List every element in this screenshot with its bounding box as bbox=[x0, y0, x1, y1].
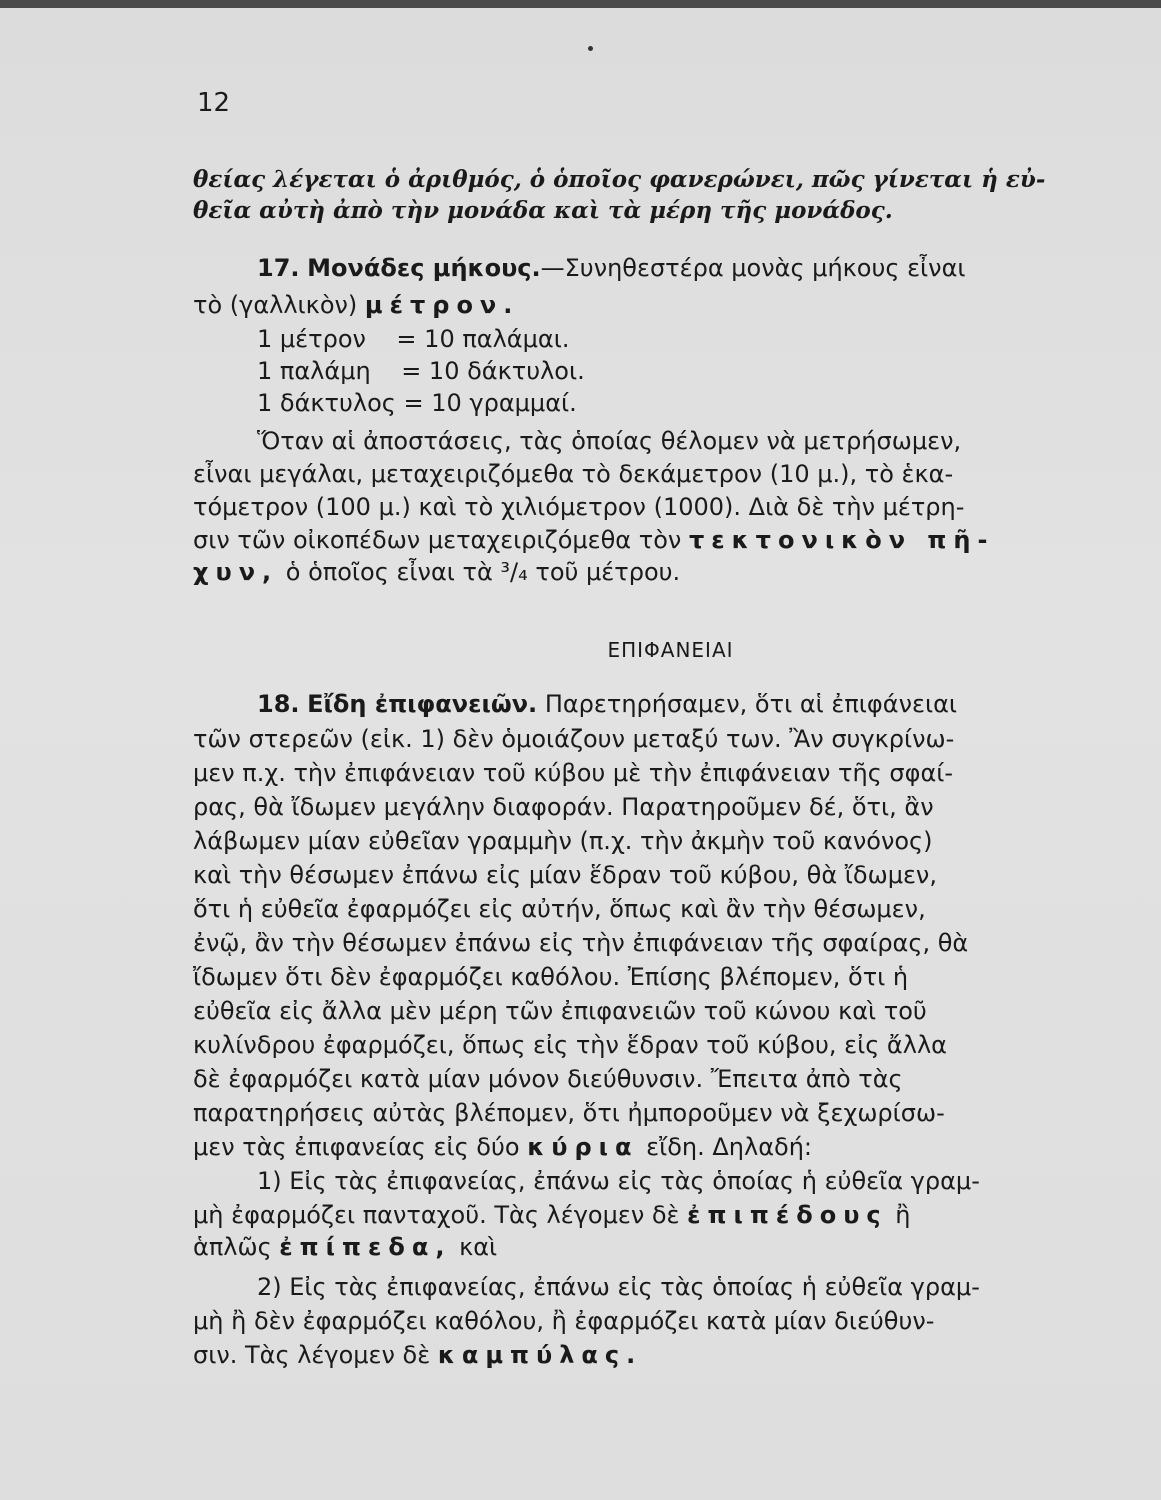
section-18-last-pre: μεν τὰς ἐπιφανείας εἰς δύο bbox=[193, 1133, 520, 1161]
section-18-line: εὐθεῖα εἰς ἄλλα μὲν μέρη τῶν ἐπιφανειῶν τοῦ κώνου καὶ τοῦ bbox=[193, 997, 927, 1025]
item-1-term-epipeda: ἐπίπεδα, bbox=[279, 1233, 452, 1261]
section-17-para-line-4 bbox=[193, 525, 994, 555]
section-18-last-post: εἴδη. Δηλαδή: bbox=[646, 1133, 813, 1161]
item-2-line-3 bbox=[193, 1340, 642, 1370]
section-18-title: Εἴδη ἐπιφανειῶν. bbox=[307, 690, 538, 718]
section-17-para-line-5 bbox=[193, 557, 680, 587]
section-heading: ΕΠΙΦΑΝΕΙΑΙ bbox=[607, 638, 734, 662]
unit-row-1: 1 μέτρον = 10 παλάμαι. bbox=[257, 325, 570, 353]
section-17-number: 17. bbox=[257, 254, 300, 282]
item-1-line-2 bbox=[193, 1200, 910, 1230]
item-1-line3-pre: ἁπλῶς bbox=[193, 1233, 272, 1261]
section-18-line1-rest: Παρετηρήσαμεν, ὅτι αἱ ἐπιφάνειαι bbox=[544, 690, 958, 718]
section-17-title: Μονάδες μήκους. bbox=[307, 254, 541, 282]
item-2-term-kampylas: καμπύλας. bbox=[437, 1341, 643, 1369]
item-2-line-1: 2) Εἰς τὰς ἐπιφανείας, ἐπάνω εἰς τὰς ὁποίας ἡ εὐθεῖα γραμ- bbox=[257, 1273, 980, 1301]
section-18-line: καὶ τὴν θέσωμεν ἐπάνω εἰς μίαν ἕδραν τοῦ κύβου, θὰ ἴδωμεν, bbox=[193, 861, 937, 889]
intro-line-1: θείας λέγεται ὁ ἀριθμός, ὁ ὁποῖος φανερώνει, πῶς γίνεται ἡ εὐ- bbox=[193, 166, 1046, 193]
section-17-para-line-3: τόμετρον (100 μ.) καὶ τὸ χιλιόμετρον (1000). Διὰ δὲ τὴν μέτρη- bbox=[193, 493, 965, 521]
section-17-para-line5-rest: ὁ ὁποῖος εἶναι τὰ ³/₄ τοῦ μέτρου. bbox=[285, 558, 681, 586]
item-1-line-3 bbox=[193, 1232, 497, 1262]
section-17-term-metron: μέτρον. bbox=[364, 291, 520, 319]
section-17-heading-line bbox=[257, 253, 966, 283]
section-17-para-line-2: εἶναι μεγάλαι, μεταχειριζόμεθα τὸ δεκάμετρον (10 μ.), τὸ ἑκα- bbox=[193, 460, 954, 488]
section-18-line: κυλίνδρου ἐφαρμόζει, ὅπως εἰς τὴν ἕδραν τοῦ κύβου, εἰς ἄλλα bbox=[193, 1031, 947, 1059]
unit-row-3: 1 δάκτυλος = 10 γραμμαί. bbox=[257, 389, 577, 417]
item-1-line-1: 1) Εἰς τὰς ἐπιφανείας, ἐπάνω εἰς τὰς ὁποίας ἡ εὐθεῖα γραμ- bbox=[257, 1167, 980, 1195]
section-17-line-2 bbox=[193, 290, 519, 320]
section-17-para-line-1: Ὅταν αἱ ἀποστάσεις, τὰς ὁποίας θέλομεν νὰ μετρήσωμεν, bbox=[257, 427, 962, 455]
section-18-line: ρας, θὰ ἴδωμεν μεγάλην διαφοράν. Παρατηροῦμεν δέ, ὅτι, ἂν bbox=[193, 793, 934, 821]
section-18-heading-line bbox=[257, 689, 957, 719]
section-17-line1-rest: —Συνηθεστέρα μονὰς μήκους εἶναι bbox=[540, 254, 966, 282]
item-1-term-epipedous: ἐπιπέδους bbox=[687, 1201, 888, 1229]
section-17-term-pichyn: χυν, bbox=[193, 558, 279, 586]
item-1-line2-post: ἢ bbox=[895, 1201, 911, 1229]
section-18-number: 18. bbox=[257, 690, 300, 718]
section-18-line: ἐνῷ, ἂν τὴν θέσωμεν ἐπάνω εἰς τὴν ἐπιφάνειαν τῆς σφαίρας, θὰ bbox=[193, 929, 969, 957]
item-1-line3-post: καὶ bbox=[459, 1233, 498, 1261]
section-18-line: δὲ ἐφαρμόζει κατὰ μίαν μόνον διεύθυνσιν. Ἔπειτα ἀπὸ τὰς bbox=[193, 1065, 903, 1093]
page-number: 12 bbox=[197, 88, 231, 118]
section-17-line2-pre: τὸ (γαλλικὸν) bbox=[193, 291, 358, 319]
item-2-line-2: μὴ ἢ δὲν ἐφαρμόζει καθόλου, ἢ ἐφαρμόζει κατὰ μίαν διεύθυν- bbox=[193, 1307, 935, 1335]
item-1-line2-pre: μὴ ἐφαρμόζει πανταχοῦ. Τὰς λέγομεν δὲ bbox=[193, 1201, 680, 1229]
unit-row-2: 1 παλάμη = 10 δάκτυλοι. bbox=[257, 357, 585, 385]
item-2-line3-pre: σιν. Τὰς λέγομεν δὲ bbox=[193, 1341, 431, 1369]
section-18-line: παρατηρήσεις αὐτὰς βλέπομεν, ὅτι ἠμποροῦμεν νὰ ξεχωρίσω- bbox=[193, 1099, 945, 1127]
section-18-line: λάβωμεν μίαν εὐθεῖαν γραμμὴν (π.χ. τὴν ἀκμὴν τοῦ κανόνος) bbox=[193, 827, 933, 855]
section-17-para-line4-pre: σιν τῶν οἰκοπέδων μεταχειριζόμεθα τὸν bbox=[193, 526, 682, 554]
section-18-line: μεν π.χ. τὴν ἐπιφάνειαν τοῦ κύβου μὲ τὴν ἐπιφάνειαν τῆς σφαί- bbox=[193, 759, 954, 787]
speck-mark bbox=[588, 46, 593, 51]
section-18-last-line bbox=[193, 1132, 812, 1162]
section-18-line: τῶν στερεῶν (εἰκ. 1) δὲν ὁμοιάζουν μεταξύ των. Ἂν συγκρίνω- bbox=[193, 725, 955, 753]
intro-line-2: θεῖα αὐτὴ ἀπὸ τὴν μονάδα καὶ τὰ μέρη τῆς μονάδος. bbox=[193, 197, 893, 224]
section-18-line: ἴδωμεν ὅτι δὲν ἐφαρμόζει καθόλου. Ἐπίσης βλέπομεν, ὅτι ἡ bbox=[193, 963, 909, 991]
section-18-term-kyria: κύρια bbox=[527, 1133, 639, 1161]
section-18-line: ὅτι ἡ εὐθεῖα ἐφαρμόζει εἰς αὐτήν, ὅπως καὶ ἂν τὴν θέσωμεν, bbox=[193, 895, 926, 923]
section-17-term-tektonikon: τεκτονικὸν πῆ- bbox=[688, 526, 995, 554]
book-page bbox=[0, 8, 1161, 1500]
